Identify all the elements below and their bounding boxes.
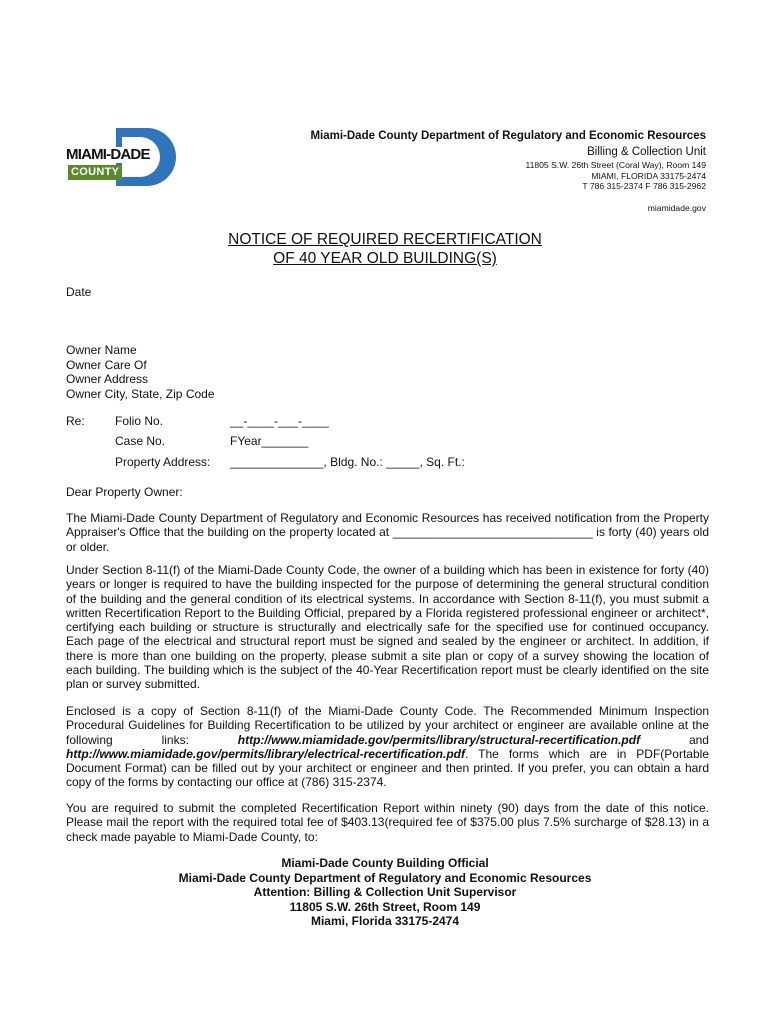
mailing-line-2: Miami-Dade County Department of Regulatory and Economic Resources bbox=[178, 870, 592, 885]
logo-wordmark: MIAMI-DADE bbox=[66, 146, 150, 163]
mailing-line-4: 11805 S.W. 26th Street, Room 149 bbox=[289, 899, 481, 914]
paragraph-fee: You are required to submit the completed Recertification Report within ninety (90) days from the date of this notice. Please mail the report with the required total fee of $403.13(required fee of $375.00 plus 7.5% surcharge of $28.13) in a check made payable to Miami-Dade County, to: bbox=[66, 801, 709, 844]
header-address bbox=[525, 160, 706, 192]
salutation: Dear Property Owner: bbox=[66, 485, 183, 499]
owner-block bbox=[66, 343, 215, 401]
enclosed-rest: . The forms which are in PDF(Portable Document Format) can be filled out by your architect or engineer and then printed. If you prefer, you can obtain a hard copy of the forms by contacting our office at (786) 315-2374. bbox=[66, 746, 709, 790]
paragraph-enclosed bbox=[66, 704, 709, 790]
enclosed-intro: Enclosed is a copy of Section 8-11(f) of the Miami-Dade County Code. The Recommended Minimum Inspection Procedural Guidelines for Building Recertification to be utilized by your architect or engineer are available online at the following links: bbox=[66, 704, 709, 747]
notice-title-line-2: OF 40 YEAR OLD BUILDING(S) bbox=[273, 250, 497, 267]
address-line-2: MIAMI, FLORIDA 33175-2474 bbox=[591, 170, 706, 181]
date-label: Date bbox=[66, 285, 92, 299]
mailing-line-1: Miami-Dade County Building Official bbox=[281, 856, 489, 870]
folio-label: Folio No. bbox=[115, 414, 164, 428]
paragraph-notification: The Miami-Dade County Department of Regulatory and Economic Resources has received notification from the Property Appraiser's Office that the building on the property located at ______________________________ is forty (40) years old or older. bbox=[66, 511, 709, 554]
unit-name: Billing & Collection Unit bbox=[587, 146, 706, 158]
and-text: and bbox=[688, 732, 709, 747]
electrical-recertification-link[interactable]: http://www.miamidade.gov/permits/library/electrical-recertification.pdf bbox=[66, 746, 465, 761]
owner-address: Owner Address bbox=[66, 372, 149, 386]
website: miamidade.gov bbox=[647, 203, 706, 213]
department-name: Miami-Dade County Department of Regulatory and Economic Resources bbox=[310, 130, 706, 142]
owner-city-state-zip: Owner City, State, Zip Code bbox=[66, 386, 215, 401]
folio-value: __-____-___-____ bbox=[230, 414, 329, 428]
structural-recertification-link[interactable]: http://www.miamidade.gov/permits/library/structural-recertification.pdf bbox=[237, 732, 641, 747]
notice-title-line-1: NOTICE OF REQUIRED RECERTIFICATION bbox=[228, 231, 542, 248]
logo-county-badge: COUNTY bbox=[68, 165, 122, 180]
property-address-value: ______________, Bldg. No.: _____, Sq. Ft.: bbox=[230, 455, 465, 469]
mailing-line-5: Miami, Florida 33175-2474 bbox=[310, 914, 460, 928]
case-value: FYear_______ bbox=[230, 434, 309, 448]
case-label: Case No. bbox=[115, 434, 166, 448]
owner-name: Owner Name bbox=[66, 343, 137, 357]
owner-care-of: Owner Care Of bbox=[66, 357, 147, 372]
address-line-1: 11805 S.W. 26th Street (Coral Way), Room 149 bbox=[525, 160, 706, 170]
paragraph-requirements: Under Section 8-11(f) of the Miami-Dade County Code, the owner of a building which has been in existence for forty (40) years or longer is required to have the building inspected for the purpose of determining the general structural condition of the building and the general condition of its electrical systems. In accordance with Section 8-11(f), you must submit a written Recertification Report to the Building Official, prepared by a Florida registered professional engineer or architect*, certifying each building or structure is structurally and electrically safe for the specified use for continued occupancy. Each page of the electrical and structural report must be signed and sealed by the engineer or architect. In addition, if there is more than one building on the property, please submit a site plan or copy of a survey showing the location of each building. The building which is the subject of the 40-Year Recertification report must be clearly identified on the site plan or survey submitted. bbox=[66, 563, 709, 692]
mailing-address bbox=[0, 856, 770, 929]
phone-fax: T 786 315-2374 F 786 315-2962 bbox=[582, 181, 706, 191]
re-label: Re: bbox=[66, 414, 85, 428]
miami-dade-county-logo bbox=[66, 128, 178, 186]
property-address-label: Property Address: bbox=[115, 455, 211, 469]
mailing-line-3: Attention: Billing & Collection Unit Supervisor bbox=[253, 885, 517, 899]
